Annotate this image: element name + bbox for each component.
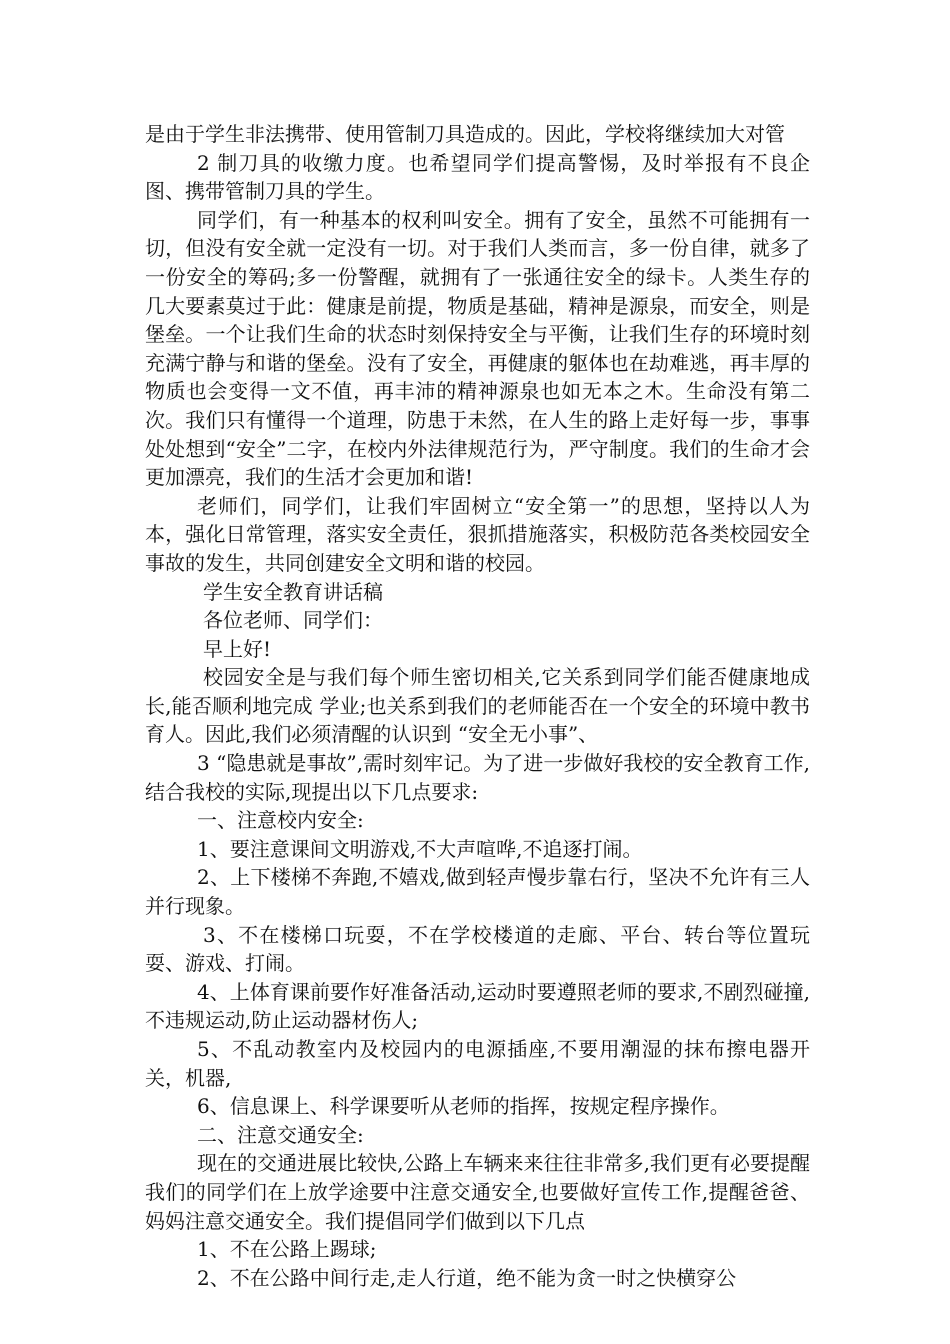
list-item-traffic-1: 1、不在公路上踢球; (197, 1237, 377, 1262)
greeting: 早上好! (203, 636, 272, 661)
paragraph-campus-safety: 校园安全是与我们每个师生密切相关,它关系到同学们能否健康地成长,能否顺利地完成 学业;也关系到我们的老师能否在一个安全的环境中教书育人。因此,我们必须清醒的认识到 “安全无小事”、 (145, 665, 810, 747)
list-item-campus-4: 4、上体育课前要作好准备活动,运动时要遵照老师的要求,不剧烈碰撞,不违规运动,防止运动器材伤人; (145, 979, 810, 1033)
list-item-campus-5: 5、不乱动教室内及校园内的电源插座,不要用潮湿的抹布擦电器开关，机器, (145, 1037, 810, 1090)
list-item-campus-1: 1、要注意课间文明游戏,不大声喧哗,不追逐打闹。 (197, 836, 643, 861)
paragraph-traffic: 现在的交通进展比较快,公路上车辆来来往往非常多,我们更有必要提醒我们的同学们在上放学途要中注意交通安全,也要做好宣传工作,提醒爸爸、妈妈注意交通安全。我们提倡同学们做到以下几点 (145, 1151, 810, 1233)
list-item-campus-6: 6、信息课上、科学课要听从老师的指挥，按规定程序操作。 (197, 1094, 730, 1119)
list-item-traffic-2: 2、不在公路中间行走,走人行道，绝不能为贪一时之快横穿公 (197, 1265, 737, 1290)
document-body (145, 120, 810, 1292)
paragraph-hidden-danger: 3 “隐患就是事故”,需时刻牢记。为了进一步做好我校的安全教育工作,结合我校的实际,现提出以下几点要求: (145, 751, 810, 804)
paragraph-right-to-safety: 同学们，有一种基本的权利叫安全。拥有了安全，虽然不可能拥有一切，但没有安全就一定没有一切。对于我们人类而言，多一份自律，就多了一份安全的筹码;多一份警醒，就拥有了一张通往安全的绿卡。人类生存的几大要素莫过于此：健康是前提，物质是基础，精神是源泉，而安全，则是堡垒。一个让我们生命的状态时刻保持安全与平衡，让我们生存的环境时刻充满宁静与和谐的堡垒。没有了安全，再健康的躯体也在劫难逃，再丰厚的物质也会变得一文不值，再丰沛的精神源泉也如无本之木。生命没有第二次。我们只有懂得一个道理，防患于未然，在人生的路上走好每一步，事事处处想到“安全”二字，在校内外法律规范行为，严守制度。我们的生命才会更加漂亮，我们的生活才会更加和谐! (145, 207, 810, 490)
speech-title: 学生安全教育讲话稿 (203, 579, 383, 604)
list-item-campus-3: 3、不在楼梯口玩耍，不在学校楼道的走廊、平台、转台等位置玩耍、游戏、打闹。 (145, 922, 810, 976)
section-heading-traffic: 二、注意交通安全: (197, 1122, 364, 1147)
paragraph-knife-control: 2 制刀具的收缴力度。也希望同学们提高警惕，及时举报有不良企图、携带管制刀具的学生。 (145, 150, 810, 204)
salutation: 各位老师、同学们： (203, 608, 383, 633)
paragraph-safety-first: 老师们，同学们，让我们牢固树立“安全第一”的思想，坚持以人为本，强化日常管理，落实安全责任，狠抓措施落实，积极防范各类校园安全事故的发生，共同创建安全文明和谐的校园。 (145, 493, 810, 575)
list-item-campus-2: 2、上下楼梯不奔跑,不嬉戏,做到轻声慢步靠右行，坚决不允许有三人并行现象。 (145, 865, 810, 919)
section-heading-campus: 一、注意校内安全: (197, 808, 364, 833)
paragraph-continuation: 是由于学生非法携带、使用管制刀具造成的。因此，学校将继续加大对管 (145, 122, 785, 146)
